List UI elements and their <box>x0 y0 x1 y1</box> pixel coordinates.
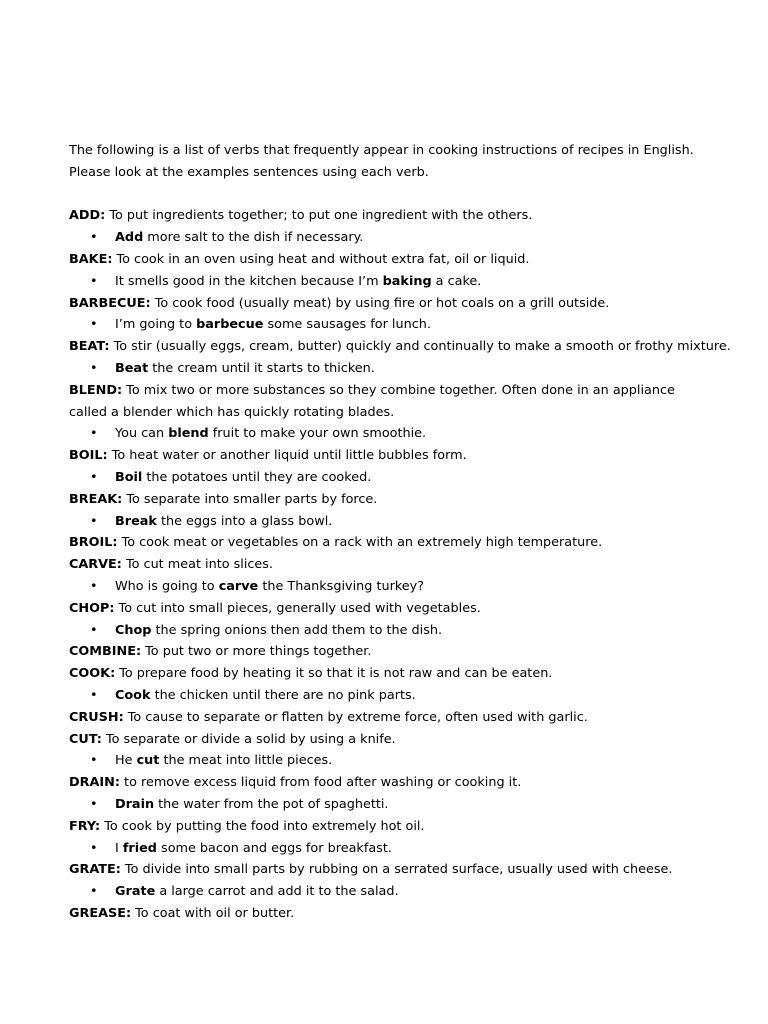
example-verb: Beat <box>115 360 149 376</box>
verb-definition <box>69 729 709 751</box>
verb-term: COMBINE: <box>69 644 142 660</box>
bullet-icon: • <box>90 753 98 769</box>
bullet-icon: • <box>90 840 98 856</box>
verb-term: BARBECUE: <box>69 295 151 311</box>
bullet-icon: • <box>90 360 98 376</box>
verb-entry <box>69 729 709 773</box>
example-sentence <box>69 358 709 380</box>
example-text: the eggs into a glass bowl. <box>156 513 333 529</box>
example-sentence <box>69 576 709 598</box>
verb-term: BEAT: <box>69 339 110 355</box>
example-text: some bacon and eggs for breakfast. <box>156 840 392 856</box>
definition-text: To coat with oil or butter. <box>131 905 295 921</box>
verb-term: GRATE: <box>69 862 121 878</box>
verb-term: CARVE: <box>69 557 122 573</box>
definition-text: To cook in an oven using heat and without extra fat, oil or liquid. <box>112 251 530 267</box>
bullet-icon: • <box>90 578 98 594</box>
example-text: He <box>115 753 137 769</box>
example-verb: carve <box>218 578 259 594</box>
verb-term: CRUSH: <box>69 709 124 725</box>
example-text: some sausages for lunch. <box>263 317 431 333</box>
example-verb: cut <box>136 753 160 769</box>
example-text: the Thanksgiving turkey? <box>258 578 425 594</box>
example-sentence <box>69 620 709 642</box>
definition-text: To cook food (usually meat) by using fire or hot coals on a grill outside. <box>150 295 610 311</box>
definition-text: To prepare food by heating it so that it is not raw and can be eaten. <box>115 666 553 682</box>
bullet-icon: • <box>90 426 98 442</box>
verb-term: COOK: <box>69 666 116 682</box>
verb-definition <box>69 532 709 554</box>
verb-entry <box>69 641 709 663</box>
example-text: Who is going to <box>115 578 219 594</box>
definition-text: To mix two or more substances so they combine together. Often done in an appliance called a blender which has quickly rotating blades. <box>69 382 675 420</box>
example-sentence <box>69 467 709 489</box>
verb-term: DRAIN: <box>69 775 120 791</box>
example-verb: Chop <box>115 622 152 638</box>
example-text: I’m going to <box>115 317 197 333</box>
verb-definition <box>69 293 709 315</box>
example-text: a cake. <box>431 273 482 289</box>
example-sentence <box>69 881 709 903</box>
example-text: the spring onions then add them to the dish. <box>151 622 443 638</box>
example-text: I <box>115 840 123 856</box>
example-sentence <box>69 423 709 445</box>
definition-text: To cut meat into slices. <box>121 557 274 573</box>
verb-definition <box>69 859 709 881</box>
definition-text: To heat water or another liquid until little bubbles form. <box>107 448 467 464</box>
verb-definition <box>69 663 709 685</box>
definition-text: To cause to separate or flatten by extreme force, often used with garlic. <box>123 709 588 725</box>
verb-term: CHOP: <box>69 600 115 616</box>
verb-entry <box>69 336 731 380</box>
intro-line: Please look at the examples sentences using each verb. <box>69 164 429 180</box>
example-text: the cream until it starts to thicken. <box>148 360 375 376</box>
verb-list <box>69 205 731 924</box>
verb-term: BREAK: <box>69 491 123 507</box>
verb-term: FRY: <box>69 818 101 834</box>
document-page <box>69 140 731 925</box>
example-text: a large carrot and add it to the salad. <box>155 884 399 900</box>
verb-entry <box>69 489 709 533</box>
example-text: You can <box>115 426 169 442</box>
definition-text: To cut into small pieces, generally used with vegetables. <box>114 600 481 616</box>
bullet-icon: • <box>90 273 98 289</box>
verb-definition <box>69 489 709 511</box>
verb-entry <box>69 445 709 489</box>
example-text: more salt to the dish if necessary. <box>143 230 364 246</box>
example-sentence <box>69 794 709 816</box>
example-text: It smells good in the kitchen because I’m <box>115 273 383 289</box>
bullet-icon: • <box>90 317 98 333</box>
intro-line: The following is a list of verbs that frequently appear in cooking instructions of recipes in English. <box>69 143 694 158</box>
verb-definition <box>69 707 709 729</box>
example-sentence <box>69 750 709 772</box>
example-verb: barbecue <box>196 317 264 333</box>
verb-term: BROIL: <box>69 535 118 551</box>
verb-definition <box>69 380 709 424</box>
verb-term: GREASE: <box>69 905 132 921</box>
example-sentence <box>69 271 709 293</box>
verb-entry <box>69 554 709 598</box>
verb-term: CUT: <box>69 731 102 747</box>
bullet-icon: • <box>90 622 98 638</box>
spacer <box>69 184 709 206</box>
definition-text: To divide into small parts by rubbing on a serrated surface, usually used with cheese. <box>120 862 673 878</box>
bullet-icon: • <box>90 884 98 900</box>
example-text: fruit to make your own smoothie. <box>208 426 427 442</box>
verb-entry <box>69 598 709 642</box>
verb-definition <box>69 445 709 467</box>
verb-term: BLEND: <box>69 382 123 398</box>
definition-text: To cook meat or vegetables on a rack with an extremely high temperature. <box>117 535 603 551</box>
example-verb: Drain <box>115 796 155 812</box>
example-sentence <box>69 685 709 707</box>
bullet-icon: • <box>90 230 98 246</box>
verb-definition <box>69 598 709 620</box>
verb-entry <box>69 663 709 707</box>
intro-paragraph <box>69 140 709 184</box>
definition-text: To cook by putting the food into extremely hot oil. <box>100 818 425 834</box>
definition-text: To put ingredients together; to put one ingredient with the others. <box>105 208 533 224</box>
verb-entry <box>69 249 709 293</box>
example-verb: Break <box>115 513 157 529</box>
verb-definition <box>69 772 709 794</box>
definition-text: to remove excess liquid from food after washing or cooking it. <box>119 775 522 791</box>
verb-entry <box>69 205 709 249</box>
verb-entry <box>69 707 709 729</box>
definition-text: To separate or divide a solid by using a knife. <box>101 731 396 747</box>
bullet-icon: • <box>90 513 98 529</box>
example-sentence <box>69 227 709 249</box>
verb-entry <box>69 772 709 816</box>
bullet-icon: • <box>90 687 98 703</box>
verb-definition <box>69 816 709 838</box>
bullet-icon: • <box>90 469 98 485</box>
example-verb: baking <box>382 273 432 289</box>
example-sentence <box>69 314 709 336</box>
verb-term: BAKE: <box>69 251 113 267</box>
verb-definition <box>69 641 709 663</box>
verb-entry <box>69 816 709 860</box>
verb-definition <box>69 903 709 925</box>
verb-entry <box>69 380 709 445</box>
example-text: the potatoes until they are cooked. <box>142 469 372 485</box>
definition-text: To put two or more things together. <box>141 644 372 660</box>
example-text: the chicken until there are no pink parts. <box>150 687 416 703</box>
example-verb: Cook <box>115 687 151 703</box>
example-sentence <box>69 511 709 533</box>
definition-text: To separate into smaller parts by force. <box>122 491 378 507</box>
verb-definition <box>69 336 731 358</box>
verb-definition <box>69 205 709 227</box>
verb-entry <box>69 859 709 903</box>
example-verb: Grate <box>115 884 156 900</box>
bullet-icon: • <box>90 796 98 812</box>
definition-text: To stir (usually eggs, cream, butter) quickly and continually to make a smooth or frothy mixture. <box>109 339 731 355</box>
example-verb: blend <box>168 426 209 442</box>
verb-entry <box>69 293 709 337</box>
example-verb: Boil <box>115 469 143 485</box>
verb-term: BOIL: <box>69 448 108 464</box>
verb-definition <box>69 249 709 271</box>
verb-term: ADD: <box>69 208 106 224</box>
example-sentence <box>69 838 709 860</box>
verb-definition <box>69 554 709 576</box>
example-verb: Add <box>115 230 144 246</box>
example-text: the meat into little pieces. <box>159 753 333 769</box>
example-verb: fried <box>122 840 157 856</box>
verb-entry <box>69 903 709 925</box>
example-text: the water from the pot of spaghetti. <box>154 796 389 812</box>
verb-entry <box>69 532 709 554</box>
